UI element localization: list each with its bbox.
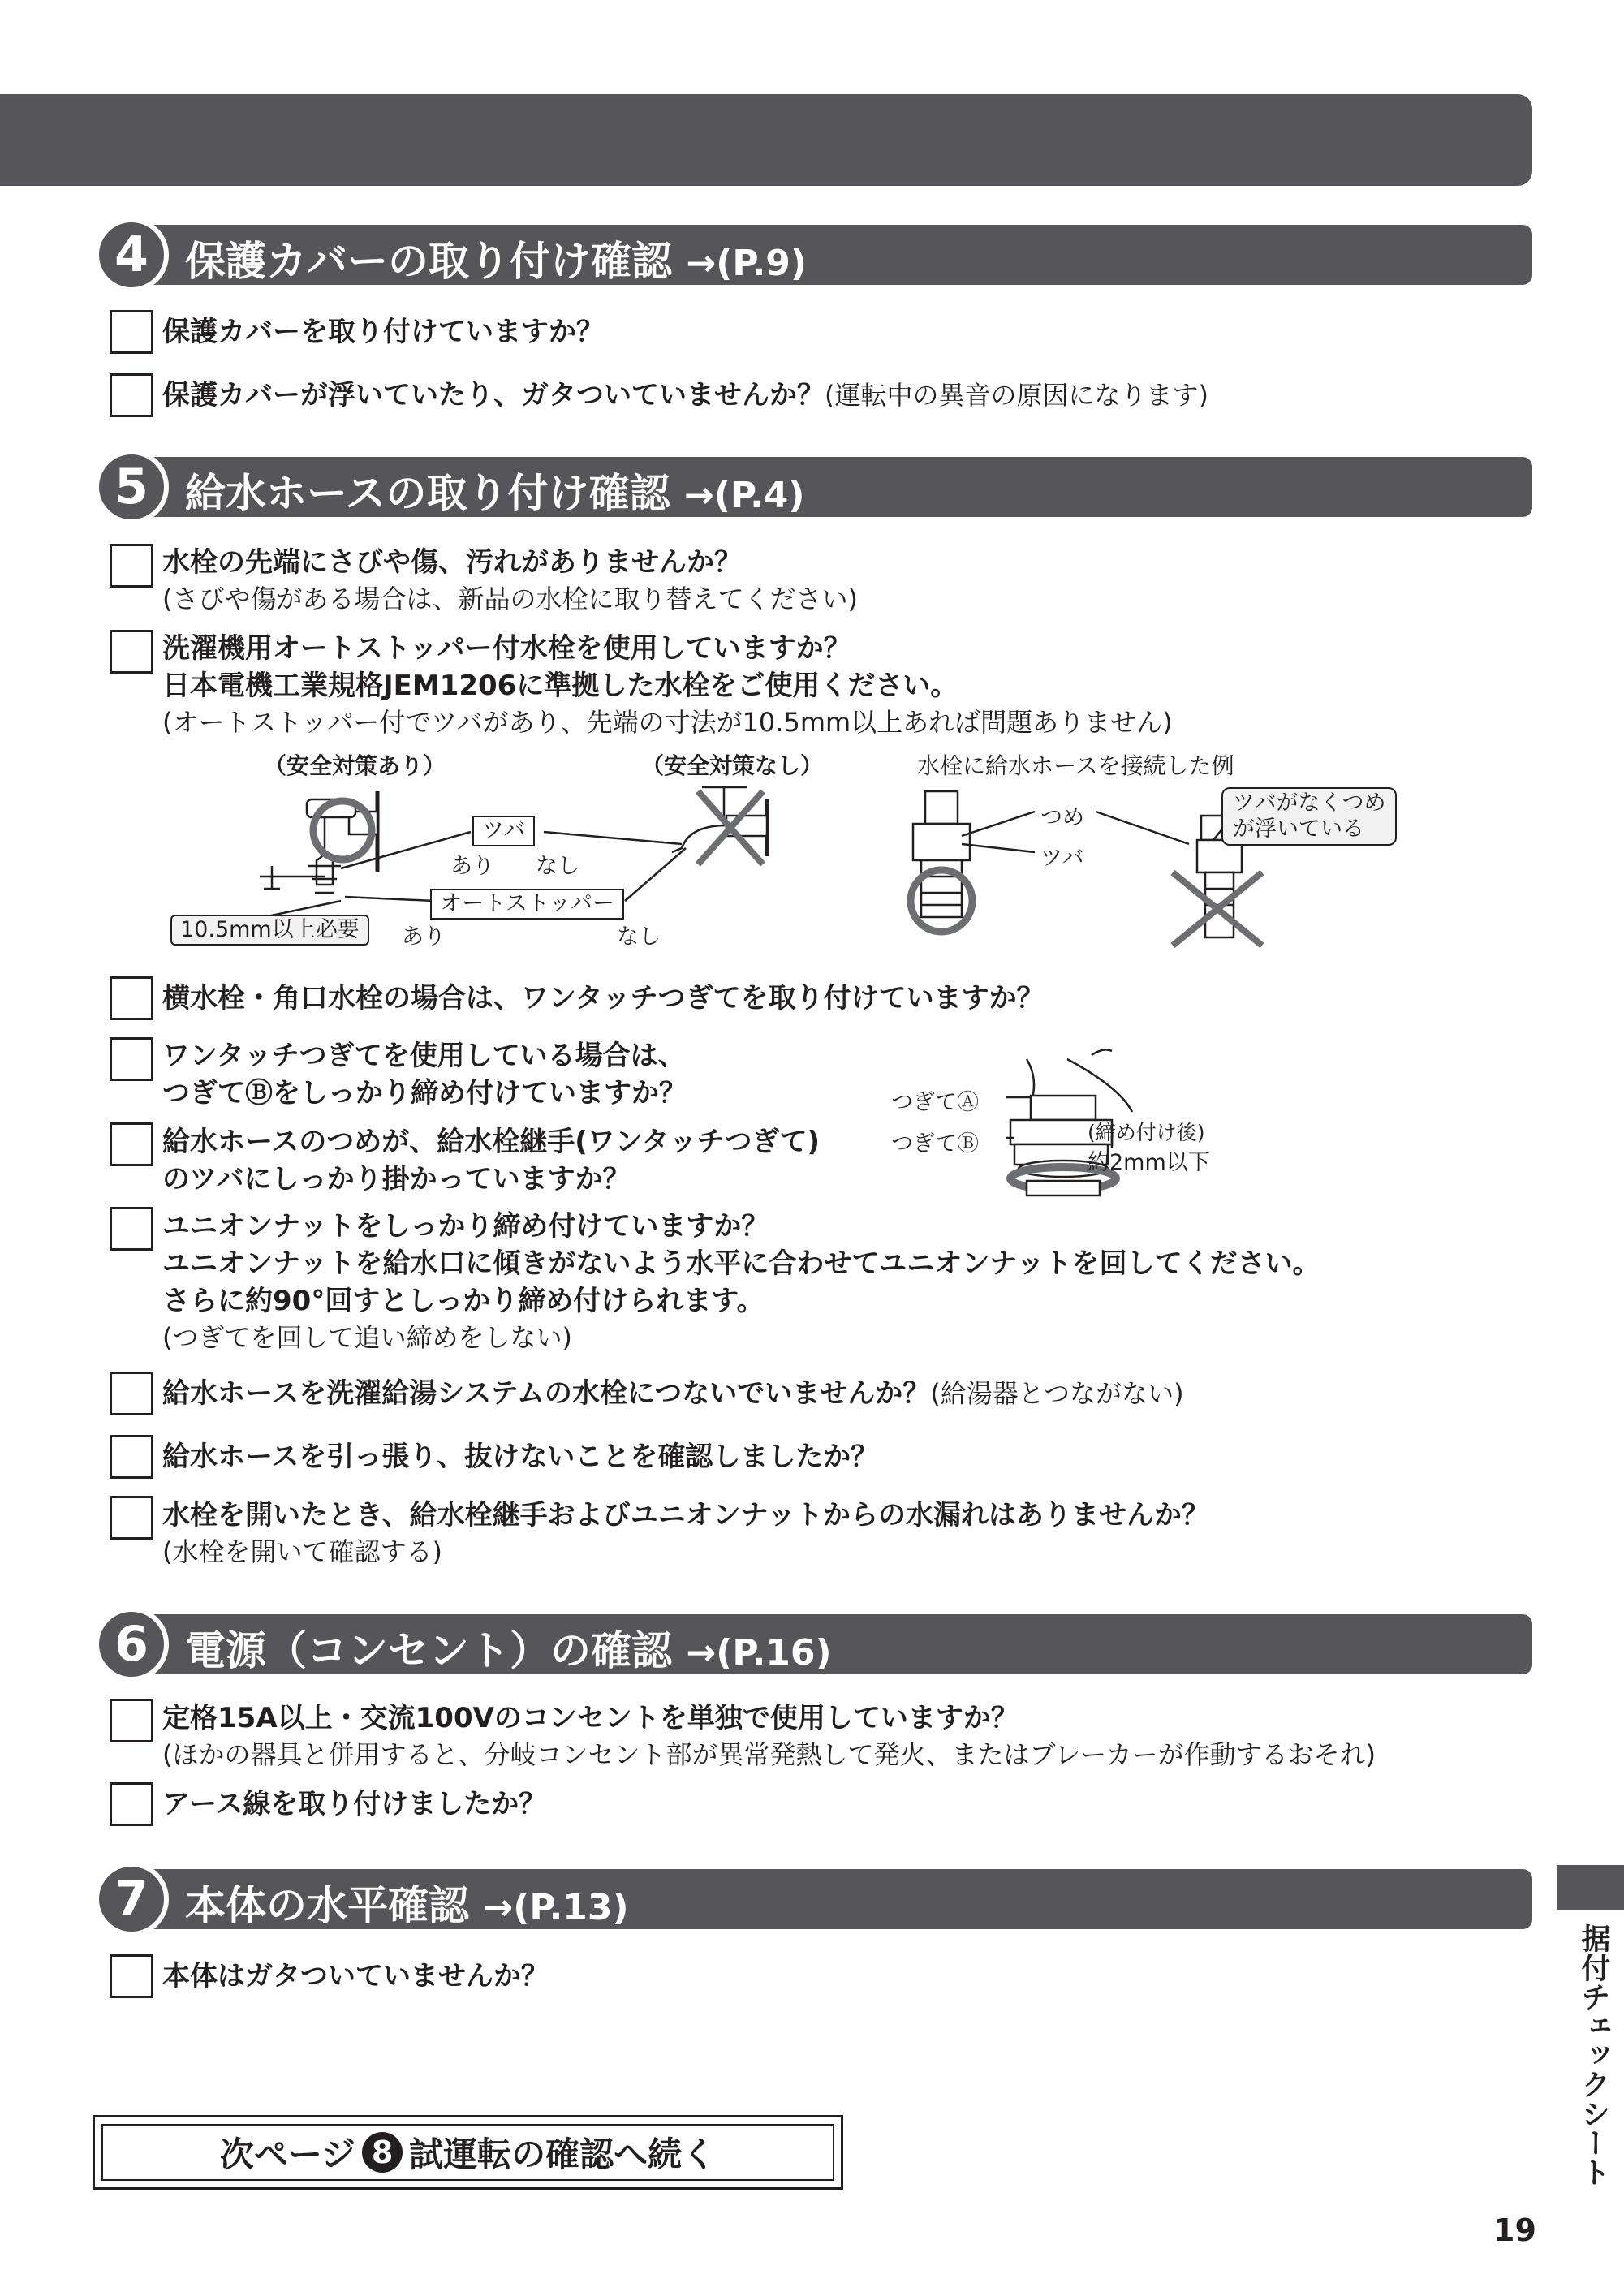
section-7-page-ref: →(P.13) bbox=[483, 1887, 629, 1928]
section-4-number: 4 bbox=[94, 218, 169, 292]
checkbox[interactable] bbox=[110, 1037, 153, 1081]
section-4-title: 保護カバーの取り付け確認 →(P.9) bbox=[185, 238, 808, 285]
autostopper-nashi-label: なし bbox=[617, 924, 661, 950]
question-s7-q1: 本体はガタついていませんか？ bbox=[162, 1960, 549, 1992]
question-s5-q7: 給水ホースを洗濯給湯システムの水栓につないでいませんか？(給湯器とつながない) bbox=[162, 1377, 1184, 1410]
question-s6-q1: 定格15A以上・交流100Vのコンセントを単独で使用していますか？ bbox=[162, 1702, 1019, 1734]
checkbox[interactable] bbox=[110, 1207, 153, 1251]
question-s6-q2: アース線を取り付けましたか？ bbox=[162, 1788, 547, 1820]
page-number: 19 bbox=[1493, 2212, 1536, 2248]
section-7-title: 本体の水平確認 →(P.13) bbox=[185, 1882, 629, 1929]
question-s5-q4-line2: つぎてⒷをしっかり締め付けていますか？ bbox=[162, 1077, 687, 1109]
checkbox[interactable] bbox=[110, 630, 153, 674]
checkbox[interactable] bbox=[110, 1122, 153, 1166]
checkbox[interactable] bbox=[110, 544, 153, 588]
question-s5-q9: 水栓を開いたとき、給水栓継手およびユニオンナットからの水漏れはありませんか？ bbox=[162, 1499, 1209, 1531]
question-s5-q6-line3: さらに約90°回すとしっかり締め付けられます。 bbox=[162, 1285, 765, 1317]
checkbox[interactable] bbox=[110, 1372, 153, 1415]
section-5-page-ref: →(P.4) bbox=[683, 475, 805, 516]
checkbox[interactable] bbox=[110, 1699, 153, 1742]
gap-label: 約2mm以下 bbox=[1088, 1150, 1210, 1175]
section-6-title: 電源（コンセント）の確認 →(P.16) bbox=[185, 1627, 832, 1674]
joint-a-label: つぎてⒶ bbox=[891, 1090, 979, 1115]
joint-b-label: つぎてⒷ bbox=[891, 1131, 979, 1157]
tsuba-label: ツバ bbox=[472, 816, 535, 846]
safe-label: （安全対策あり） bbox=[264, 752, 446, 779]
side-tab-label: 据付チェックシート bbox=[1577, 1923, 1610, 2186]
note-s5-q2: (オートストッパー付でツバがあり、先端の寸法が10.5mm以上あれば問題ありません) bbox=[162, 707, 1173, 738]
question-s5-q2-line2: 日本電機工業規格JEM1206に準拠した水栓をご使用ください。 bbox=[162, 670, 958, 702]
warning-bubble: ツバがなくつめ が浮いている bbox=[1221, 787, 1397, 846]
question-s5-q3: 横水栓・角口水栓の場合は、ワンタッチつぎてを取り付けていますか？ bbox=[162, 982, 1045, 1014]
section-6-page-ref: →(P.16) bbox=[686, 1632, 832, 1674]
checkbox[interactable] bbox=[110, 310, 153, 354]
question-s5-q5-line1: 給水ホースのつめが、給水栓継手(ワンタッチつぎて) bbox=[162, 1126, 821, 1158]
section-5-title: 給水ホースの取り付け確認 →(P.4) bbox=[185, 470, 805, 517]
checkbox[interactable] bbox=[110, 373, 153, 417]
next-page-box bbox=[93, 2115, 843, 2190]
tsume-label: つめ bbox=[1040, 805, 1084, 830]
question-s5-q2-line1: 洗濯機用オートストッパー付水栓を使用していますか？ bbox=[162, 632, 851, 665]
question-s5-q6-line2: ユニオンナットを給水口に傾きがないよう水平に合わせてユニオンナットを回してください。 bbox=[162, 1247, 1320, 1280]
section-6-number: 6 bbox=[94, 1607, 169, 1682]
question-s4-q1: 保護カバーを取り付けていますか？ bbox=[162, 316, 604, 348]
next-section-number: 8 bbox=[362, 2132, 403, 2173]
question-s5-q6-line1: ユニオンナットをしっかり締め付けていますか？ bbox=[162, 1210, 769, 1243]
checkbox[interactable] bbox=[110, 1782, 153, 1826]
checkbox[interactable] bbox=[110, 976, 153, 1020]
unsafe-label: （安全対策なし） bbox=[641, 752, 824, 779]
question-s5-q4-line1: ワンタッチつぎてを使用している場合は、 bbox=[162, 1040, 686, 1072]
question-s4-q2: 保護カバーが浮いていたり、ガタついていませんか？(運転中の異音の原因になります) bbox=[162, 379, 1208, 411]
next-page-text: 次ページ 8 試運転の確認 へ続く bbox=[101, 2124, 834, 2181]
note-s5-q1: (さびや傷がある場合は、新品の水栓に取り替えてください) bbox=[162, 584, 858, 614]
dimension-label: 10.5mm以上必要 bbox=[170, 915, 369, 946]
tsuba-example-label: ツバ bbox=[1040, 846, 1084, 871]
tsuba-nashi-label: なし bbox=[536, 854, 579, 879]
checkbox[interactable] bbox=[110, 1435, 153, 1479]
question-s5-q1: 水栓の先端にさびや傷、汚れがありませんか？ bbox=[162, 546, 742, 579]
note-s5-q6: (つぎてを回して追い締めをしない) bbox=[162, 1322, 572, 1353]
checkbox[interactable] bbox=[110, 1954, 153, 1998]
tsuba-ari-label: あり bbox=[450, 854, 494, 879]
after-tighten-label: (締め付け後) bbox=[1088, 1121, 1205, 1144]
question-s5-q5-line2: のツバにしっかり掛かっていますか？ bbox=[162, 1163, 631, 1195]
section-5-number: 5 bbox=[94, 450, 169, 524]
side-tab-marker bbox=[1557, 1865, 1624, 1910]
example-label: 水栓に給水ホースを接続した例 bbox=[917, 752, 1234, 779]
note-s6-q1: (ほかの器具と併用すると、分岐コンセント部が異常発熱して発火、またはブレーカーが作動するおそれ) bbox=[162, 1739, 1376, 1770]
autostopper-label: オートストッパー bbox=[430, 889, 624, 920]
autostopper-ari-label: あり bbox=[402, 924, 446, 950]
section-7-number: 7 bbox=[94, 1862, 169, 1936]
checkbox[interactable] bbox=[110, 1496, 153, 1540]
question-s5-q8: 給水ホースを引っ張り、抜けないことを確認しましたか？ bbox=[162, 1441, 879, 1473]
section-4-page-ref: →(P.9) bbox=[686, 243, 808, 284]
note-s5-q9: (水栓を開いて確認する) bbox=[162, 1536, 442, 1567]
header-bar bbox=[0, 94, 1532, 186]
